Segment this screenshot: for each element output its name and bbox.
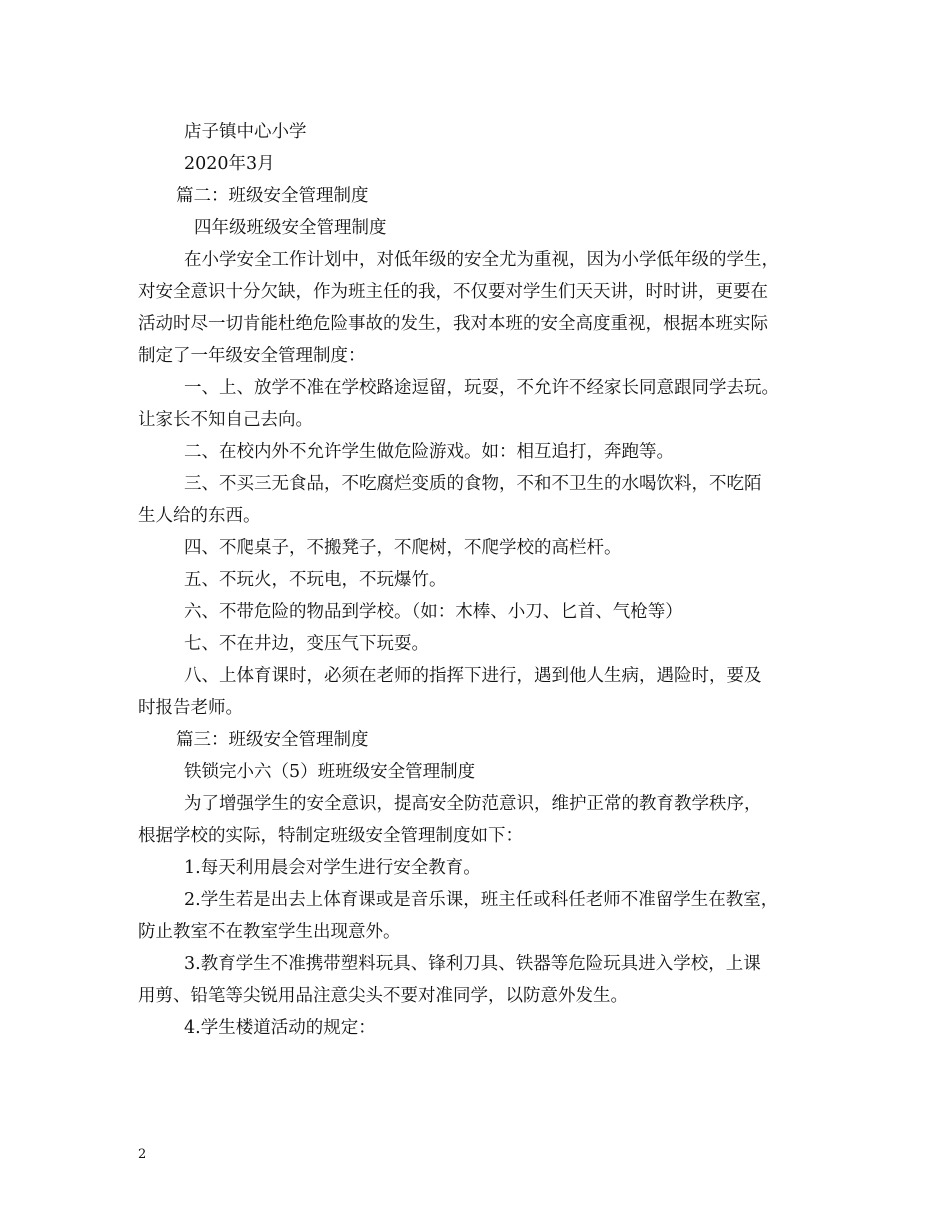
- text-line: 防止教室不在教室学生出现意外。: [138, 922, 401, 942]
- text-line: 二、在校内外不允许学生做危险游戏。如：相互追打，奔跑等。: [184, 442, 674, 462]
- text-line: 四、不爬桌子，不搬凳子，不爬树，不爬学校的高栏杆。: [184, 538, 622, 558]
- page-number: 2: [138, 1147, 147, 1162]
- text-line: 活动时尽一切肯能杜绝危险事故的发生，我对本班的安全高度重视，根据本班实际: [138, 314, 768, 334]
- text-line: 2.学生若是出去上体育课或是音乐课，班主任或科任老师不准留学生在教室，: [184, 890, 779, 910]
- text-line: 3.教育学生不准携带塑料玩具、锋利刀具、铁器等危险玩具进入学校，上课: [184, 954, 761, 974]
- text-line: 店子镇中心小学: [184, 122, 307, 142]
- text-line: 七、不在井边，变压气下玩耍。: [184, 634, 429, 654]
- document-body: [138, 116, 822, 1044]
- text-line: 五、不玩火，不玩电，不玩爆竹。: [184, 570, 447, 590]
- text-line: 四年级班级安全管理制度: [194, 218, 387, 238]
- text-line: 铁锁完小六（5）班班级安全管理制度: [184, 762, 476, 782]
- text-line: 八、上体育课时，必须在老师的指挥下进行，遇到他人生病，遇险时，要及: [184, 666, 762, 686]
- text-line: 在小学安全工作计划中，对低年级的安全尤为重视，因为小学低年级的学生，: [184, 250, 779, 270]
- text-line: 让家长不知自己去向。: [138, 410, 313, 430]
- text-line: 1.每天利用晨会对学生进行安全教育。: [184, 858, 481, 878]
- text-line: 4.学生楼道活动的规定：: [184, 1018, 376, 1038]
- text-line: 制定了一年级安全管理制度：: [138, 346, 366, 366]
- text-line: 生人给的东西。: [138, 506, 261, 526]
- text-line: 一、上、放学不准在学校路途逗留，玩耍，不允许不经家长同意跟同学去玩。: [184, 378, 779, 398]
- text-line: 三、不买三无食品，不吃腐烂变质的食物，不和不卫生的水喝饮料，不吃陌: [184, 474, 762, 494]
- text-line: 对安全意识十分欠缺，作为班主任的我，不仅要对学生们天天讲，时时讲，更要在: [138, 282, 768, 302]
- text-line: 用剪、铅笔等尖锐用品注意尖头不要对准同学，以防意外发生。: [138, 986, 628, 1006]
- text-line: 根据学校的实际，特制定班级安全管理制度如下：: [138, 826, 523, 846]
- text-line: 六、不带危险的物品到学校。（如：木棒、小刀、匕首、气枪等）: [184, 602, 683, 622]
- text-line: 篇二：班级安全管理制度: [176, 186, 369, 206]
- text-line: 篇三：班级安全管理制度: [176, 730, 369, 750]
- text-line: 2020年3月: [184, 154, 275, 174]
- text-line: 为了增强学生的安全意识，提高安全防范意识，维护正常的教育教学秩序，: [184, 794, 762, 814]
- text-line: 时报告老师。: [138, 698, 243, 718]
